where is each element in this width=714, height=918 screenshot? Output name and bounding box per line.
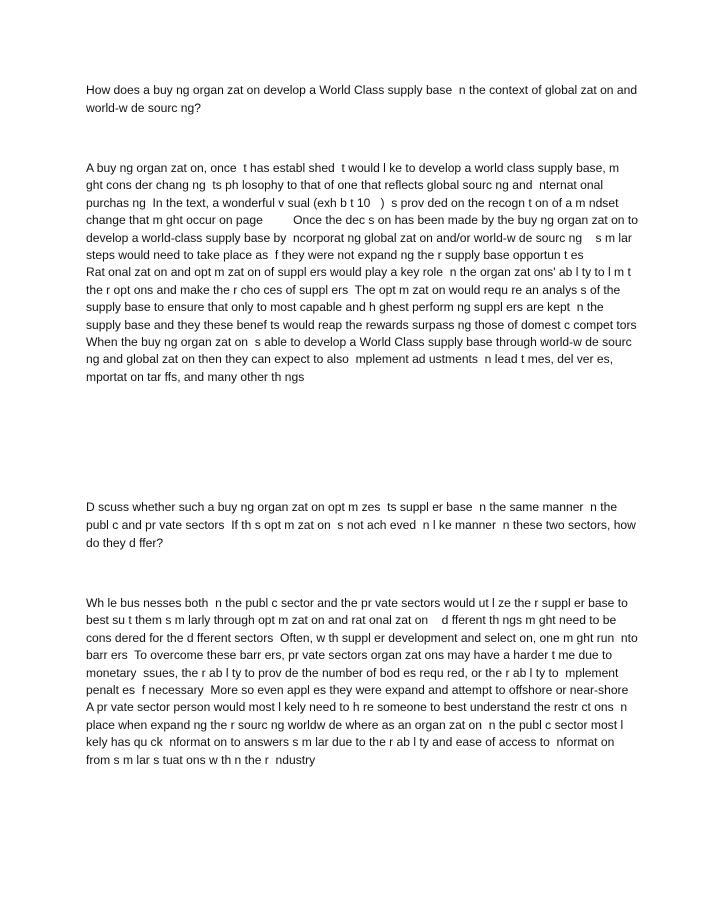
question-2: D scuss whether such a buy ng organ zat on opt m zes ts suppl er base n the same manner n the publ c and pr vate sectors If th s opt m zat on s not ach eved n l ke manner n these two sectors, how do they d ffer?: [86, 500, 640, 550]
answer-2: Wh le bus nesses both n the publ c sector and the pr vate sectors would ut l ze the r suppl er base to best su t them s m larly through opt m zat on and rat onal zat on d fferent th ngs m ght need to be cons dered for the d fferent sectors Often, w th suppl er development and select on, one m ght run nto barr ers To overcome these barr ers, pr vate sectors organ zat ons may have a harder t me due to monetary ssues, the r ab l ty to prov de the number of bod es requ red, or the r ab l ty to mplement penalt es f necessary More so even appl es they were expand and attempt to offshore or near-shore A pr vate sector person would most l kely need to h re someone to best understand the restr ct ons n place when expand ng the r sourc ng worldw de where as an organ zat on n the publ c sector most l kely has qu ck nformat on to answers s m lar due to the r ab l ty and ease of access to nformat on from s m lar s tuat ons w th n the r ndustry: [86, 596, 642, 767]
question-1: How does a buy ng organ zat on develop a World Class supply base n the context of global zat on and world-w de sourc ng?: [86, 83, 641, 115]
answer-1: A buy ng organ zat on, once t has establ shed t would l ke to develop a world class supply base, m ght cons der chang ng ts ph losophy to that of one that reflects global sourc ng and nternat onal purchas ng In the text, a wonderful v sual (exh b t 10 ) s prov ded on the recogn t on of a m ndset change that m ght occur on page Once the dec s on has been made by the buy ng organ zat on to develop a world-class supply base by ncorporat ng global zat on and/or world-w de sourc ng s m lar steps would need to take place as f they were not expand ng the r supply base opportun t es Rat onal zat on and opt m zat on of suppl ers would play a key role n the organ zat ons' ab l ty to l m t the r opt ons and make the r cho ces of suppl ers The opt m zat on would requ re an analys s of the supply base to ensure that only to most capable and h ghest perform ng suppl ers are kept n the supply base and they these benef ts would reap the rewards surpass ng those of domest c compet tors When the buy ng organ zat on s able to develop a World Class supply base through world-w de sourc ng and global zat on then they can expect to also mplement ad ustments n lead t mes, del ver es, mportat on tar ffs, and many other th ngs: [86, 161, 638, 384]
